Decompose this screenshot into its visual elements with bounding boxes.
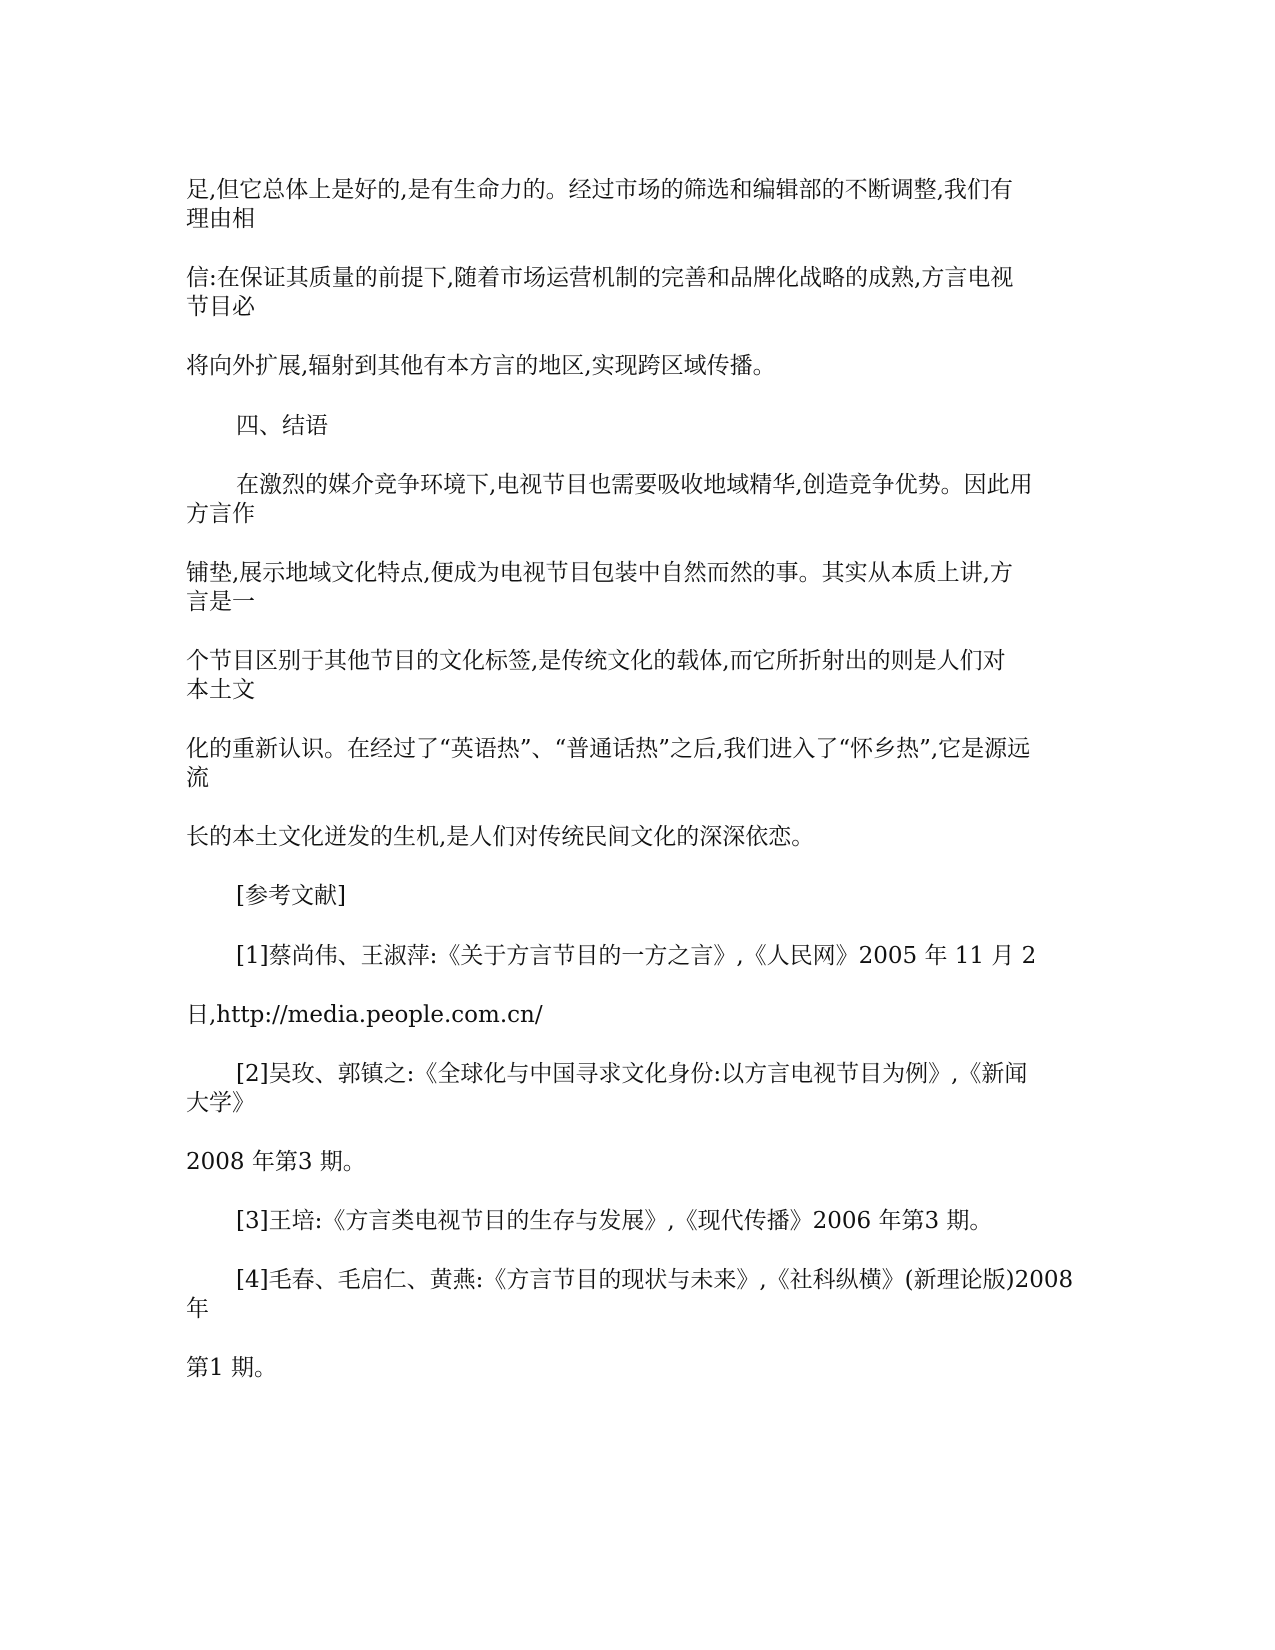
reference-4-cont: 年 <box>186 1296 209 1322</box>
text-line: 流 <box>186 765 209 791</box>
text-line: 言是一 <box>186 589 255 615</box>
reference-2: [2]吴玫、郭镇之:《全球化与中国寻求文化身份:以方言电视节目为例》,《新闻 <box>236 1061 1028 1087</box>
text-line: 在激烈的媒介竞争环境下,电视节目也需要吸收地域精华,创造竞争优势。因此用 <box>236 472 1033 498</box>
text-line: 化的重新认识。在经过了“英语热”、“普通话热”之后,我们进入了“怀乡热”,它是源远 <box>186 736 1031 762</box>
text-line: 节目必 <box>186 294 255 320</box>
reference-2-cont: 2008 年第3 期。 <box>186 1149 366 1175</box>
references-heading: [参考文献] <box>236 883 346 909</box>
reference-1-cont: 日,http://media.people.com.cn/ <box>186 1002 543 1028</box>
reference-1: [1]蔡尚伟、王淑萍:《关于方言节目的一方之言》,《人民网》2005 年 11 月 2 <box>236 943 1037 969</box>
text-line: 铺垫,展示地域文化特点,便成为电视节目包装中自然而然的事。其实从本质上讲,方 <box>186 560 1013 586</box>
reference-3: [3]王培:《方言类电视节目的生存与发展》,《现代传播》2006 年第3 期。 <box>236 1208 993 1234</box>
text-line: 将向外扩展,辐射到其他有本方言的地区,实现跨区域传播。 <box>186 353 776 379</box>
section-heading: 四、结语 <box>236 413 328 439</box>
text-line: 本土文 <box>186 677 255 703</box>
text-line: 方言作 <box>186 501 255 527</box>
reference-4: [4]毛春、毛启仁、黄燕:《方言节目的现状与未来》,《社科纵横》(新理论版)2008 <box>236 1267 1074 1293</box>
text-line: 长的本土文化迸发的生机,是人们对传统民间文化的深深依恋。 <box>186 824 815 850</box>
text-line: 个节目区别于其他节目的文化标签,是传统文化的载体,而它所折射出的则是人们对 <box>186 648 1006 674</box>
text-line: 理由相 <box>186 206 255 232</box>
text-line: 信:在保证其质量的前提下,随着市场运营机制的完善和品牌化战略的成熟,方言电视 <box>186 265 1014 291</box>
reference-4-cont: 第1 期。 <box>186 1355 277 1381</box>
reference-2-cont: 大学》 <box>186 1090 255 1116</box>
text-line: 足,但它总体上是好的,是有生命力的。经过市场的筛选和编辑部的不断调整,我们有 <box>186 177 1013 203</box>
